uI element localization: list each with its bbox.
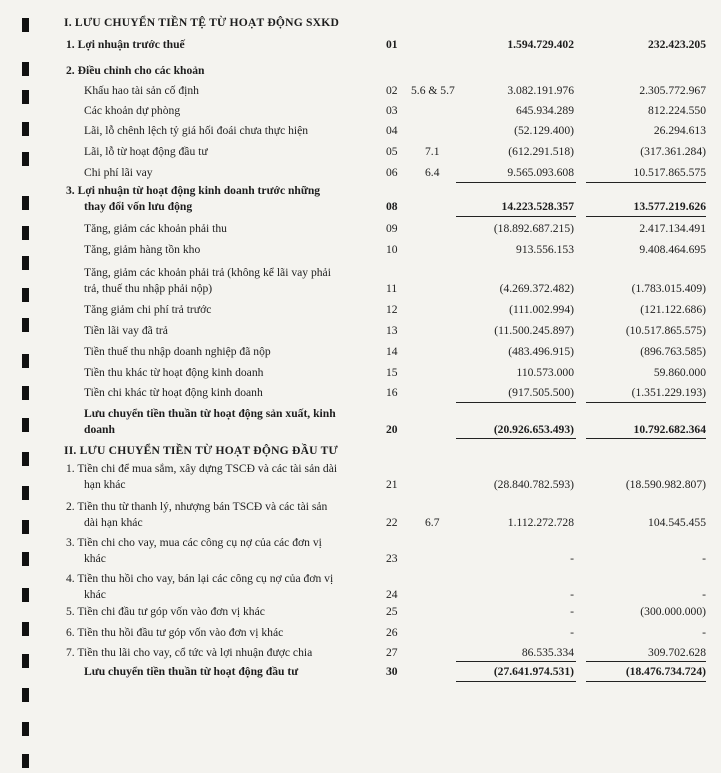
row-label: 6. Tiền thu hồi đầu tư góp vốn vào đơn vị khác [66, 626, 284, 639]
row-label-cont: khác [84, 588, 106, 601]
row-label: Tăng giảm chi phí trả trước [84, 303, 212, 316]
row-label-cont: khác [84, 552, 106, 565]
row-value-current: (18.892.687.215) [493, 222, 574, 235]
row-label: Lãi, lỗ từ hoạt động đầu tư [84, 145, 208, 158]
row-value-current: (11.500.245.897) [494, 324, 574, 337]
row-value-prior: 104.545.455 [648, 516, 706, 529]
row-value-prior: (10.517.865.575) [625, 324, 706, 337]
subtotal-underline [456, 661, 576, 662]
row-value-current: (483.496.915) [508, 345, 574, 358]
row-label: Chi phí lãi vay [84, 166, 153, 179]
total-underline [456, 681, 576, 682]
binding-mark [22, 588, 29, 602]
subtotal-underline [456, 182, 576, 183]
row-value-prior: 10.792.682.364 [633, 423, 706, 436]
row-label: Tăng, giảm các khoản phải trả (không kể lãi vay phải [84, 266, 331, 279]
row-value-prior: 812.224.550 [648, 104, 706, 117]
row-label: 4. Tiền thu hồi cho vay, bán lại các công cụ nợ của đơn vị [66, 572, 334, 585]
row-note: 7.1 [425, 145, 440, 158]
row-value-current: - [570, 605, 574, 618]
row-label: Các khoản dự phòng [84, 104, 181, 117]
binding-mark [22, 318, 29, 332]
row-value-prior: (300.000.000) [640, 605, 706, 618]
row-code: 22 [386, 516, 398, 529]
binding-mark [22, 256, 29, 270]
row-value-current: 9.565.093.608 [507, 166, 574, 179]
total-underline [456, 438, 576, 439]
row-value-prior: - [702, 626, 706, 639]
row-value-current: 1.594.729.402 [507, 38, 574, 51]
row-value-prior: 232.423.205 [648, 38, 706, 51]
row-value-current: 86.535.334 [521, 646, 574, 659]
row-value-prior: 2.417.134.491 [639, 222, 706, 235]
row-label: 3. Tiền chi cho vay, mua các công cụ nợ của các đơn vị [66, 536, 322, 549]
row-value-current: 913.556.153 [516, 243, 574, 256]
row-value-prior: 309.702.628 [648, 646, 706, 659]
row-value-current: (20.926.653.493) [493, 423, 574, 436]
subtotal-underline [456, 216, 576, 217]
row-value-current: - [570, 552, 574, 565]
binding-mark [22, 486, 29, 500]
row-value-prior: 13.577.219.626 [633, 200, 706, 213]
row-code: 05 [386, 145, 398, 158]
row-value-prior: 9.408.464.695 [639, 243, 706, 256]
row-label: 1. Lợi nhuận trước thuế [66, 38, 185, 51]
binding-mark [22, 90, 29, 104]
row-label: Lưu chuyển tiền thuần từ hoạt động đầu tư [84, 665, 299, 678]
row-value-current: - [570, 588, 574, 601]
row-label-cont: trả, thuế thu nhập phải nộp) [84, 282, 213, 295]
row-code: 20 [386, 423, 398, 436]
row-value-current: (917.505.500) [508, 386, 574, 399]
row-code: 10 [386, 243, 398, 256]
row-label: Tăng, giảm các khoản phải thu [84, 222, 227, 235]
row-value-prior: (1.351.229.193) [631, 386, 706, 399]
row-code: 01 [386, 38, 398, 51]
row-value-prior: (1.783.015.409) [631, 282, 706, 295]
section-title-text: I. LƯU CHUYỂN TIỀN TỆ TỪ HOẠT ĐỘNG SXKD [64, 16, 340, 29]
binding-mark [22, 520, 29, 534]
row-value-current: 645.934.289 [516, 104, 574, 117]
binding-mark [22, 62, 29, 76]
total-underline [586, 438, 706, 439]
row-note: 6.7 [425, 516, 440, 529]
binding-mark [22, 354, 29, 368]
row-label: Lãi, lỗ chênh lệch tỷ giá hối đoái chưa thực hiện [84, 124, 309, 137]
row-label: Tiền thuế thu nhập doanh nghiệp đã nộp [84, 345, 271, 358]
binding-mark [22, 754, 29, 768]
subtotal-underline [586, 661, 706, 662]
row-label: Tiền thu khác từ hoạt động kinh doanh [84, 366, 264, 379]
row-value-prior: (121.122.686) [640, 303, 706, 316]
row-label: 1. Tiền chi để mua sắm, xây dựng TSCĐ và các tài sản dài [66, 462, 338, 475]
total-underline [586, 681, 706, 682]
binding-mark [22, 722, 29, 736]
binding-mark [22, 622, 29, 636]
subtotal-underline [456, 402, 576, 403]
row-value-current: (28.840.782.593) [493, 478, 574, 491]
row-code: 04 [386, 124, 398, 137]
row-value-current: 1.112.272.728 [507, 516, 574, 529]
row-code: 25 [386, 605, 398, 618]
section-title-text: II. LƯU CHUYỂN TIỀN TỪ HOẠT ĐỘNG ĐẦU TƯ [64, 444, 338, 457]
row-value-current: 110.573.000 [516, 366, 574, 379]
row-value-current: (27.641.974.531) [493, 665, 574, 678]
row-value-prior: - [702, 588, 706, 601]
row-value-prior: 26.294.613 [653, 124, 706, 137]
row-code: 03 [386, 104, 398, 117]
row-code: 21 [386, 478, 398, 491]
row-value-current: (4.269.372.482) [499, 282, 574, 295]
row-value-prior: 2.305.772.967 [639, 84, 706, 97]
row-value-current: (52.129.400) [514, 124, 574, 137]
row-label-cont: dài hạn khác [84, 516, 143, 529]
binding-mark [22, 196, 29, 210]
row-code: 12 [386, 303, 398, 316]
row-code: 23 [386, 552, 398, 565]
row-note: 6.4 [425, 166, 440, 179]
row-code: 15 [386, 366, 398, 379]
binding-mark [22, 152, 29, 166]
row-value-prior: 10.517.865.575 [633, 166, 706, 179]
binding-mark [22, 452, 29, 466]
row-code: 08 [386, 200, 398, 213]
row-value-current: 14.223.528.357 [501, 200, 574, 213]
row-value-current: (111.002.994) [509, 303, 574, 316]
binding-mark [22, 552, 29, 566]
row-value-prior: - [702, 552, 706, 565]
row-code: 27 [386, 646, 398, 659]
row-label-cont: doanh [84, 423, 115, 436]
row-code: 11 [386, 282, 398, 295]
row-label: 5. Tiền chi đầu tư góp vốn vào đơn vị khác [66, 605, 265, 618]
row-code: 26 [386, 626, 398, 639]
row-value-prior: (317.361.284) [640, 145, 706, 158]
row-code: 16 [386, 386, 398, 399]
row-label: 2. Tiền thu từ thanh lý, nhượng bán TSCĐ và các tài sản [66, 500, 328, 513]
row-label: Tiền lãi vay đã trả [84, 324, 168, 337]
row-value-prior: (896.763.585) [640, 345, 706, 358]
row-value-current: - [570, 626, 574, 639]
row-value-prior: (18.476.734.724) [625, 665, 706, 678]
row-label: Tiền chi khác từ hoạt động kinh doanh [84, 386, 263, 399]
binding-mark [22, 688, 29, 702]
row-value-current: 3.082.191.976 [507, 84, 574, 97]
row-label: 7. Tiền thu lãi cho vay, cổ tức và lợi nhuận được chia [66, 646, 313, 659]
row-label: Tăng, giảm hàng tồn kho [84, 243, 201, 256]
row-code: 14 [386, 345, 398, 358]
row-note: 5.6 & 5.7 [411, 84, 455, 97]
binding-mark [22, 122, 29, 136]
row-label: Khấu hao tài sản cố định [84, 84, 199, 97]
row-label-cont: thay đổi vốn lưu động [84, 200, 193, 213]
binding-mark [22, 386, 29, 400]
row-code: 30 [386, 665, 398, 678]
row-label: 3. Lợi nhuận từ hoạt động kinh doanh trước những [66, 184, 321, 197]
row-label-cont: hạn khác [84, 478, 126, 491]
row-code: 13 [386, 324, 398, 337]
row-code: 09 [386, 222, 398, 235]
subtotal-underline [586, 402, 706, 403]
row-value-prior: (18.590.982.807) [625, 478, 706, 491]
binding-mark [22, 226, 29, 240]
row-value-prior: 59.860.000 [653, 366, 706, 379]
row-code: 24 [386, 588, 398, 601]
binding-mark [22, 654, 29, 668]
row-code: 06 [386, 166, 398, 179]
row-code: 02 [386, 84, 398, 97]
binding-mark [22, 288, 29, 302]
subtotal-underline [586, 216, 706, 217]
subtotal-underline [586, 182, 706, 183]
row-value-current: (612.291.518) [508, 145, 574, 158]
row-label: 2. Điều chỉnh cho các khoản [66, 64, 205, 77]
binding-mark [22, 18, 29, 32]
row-label: Lưu chuyển tiền thuần từ hoạt động sản xuất, kinh [84, 407, 336, 420]
binding-mark [22, 418, 29, 432]
